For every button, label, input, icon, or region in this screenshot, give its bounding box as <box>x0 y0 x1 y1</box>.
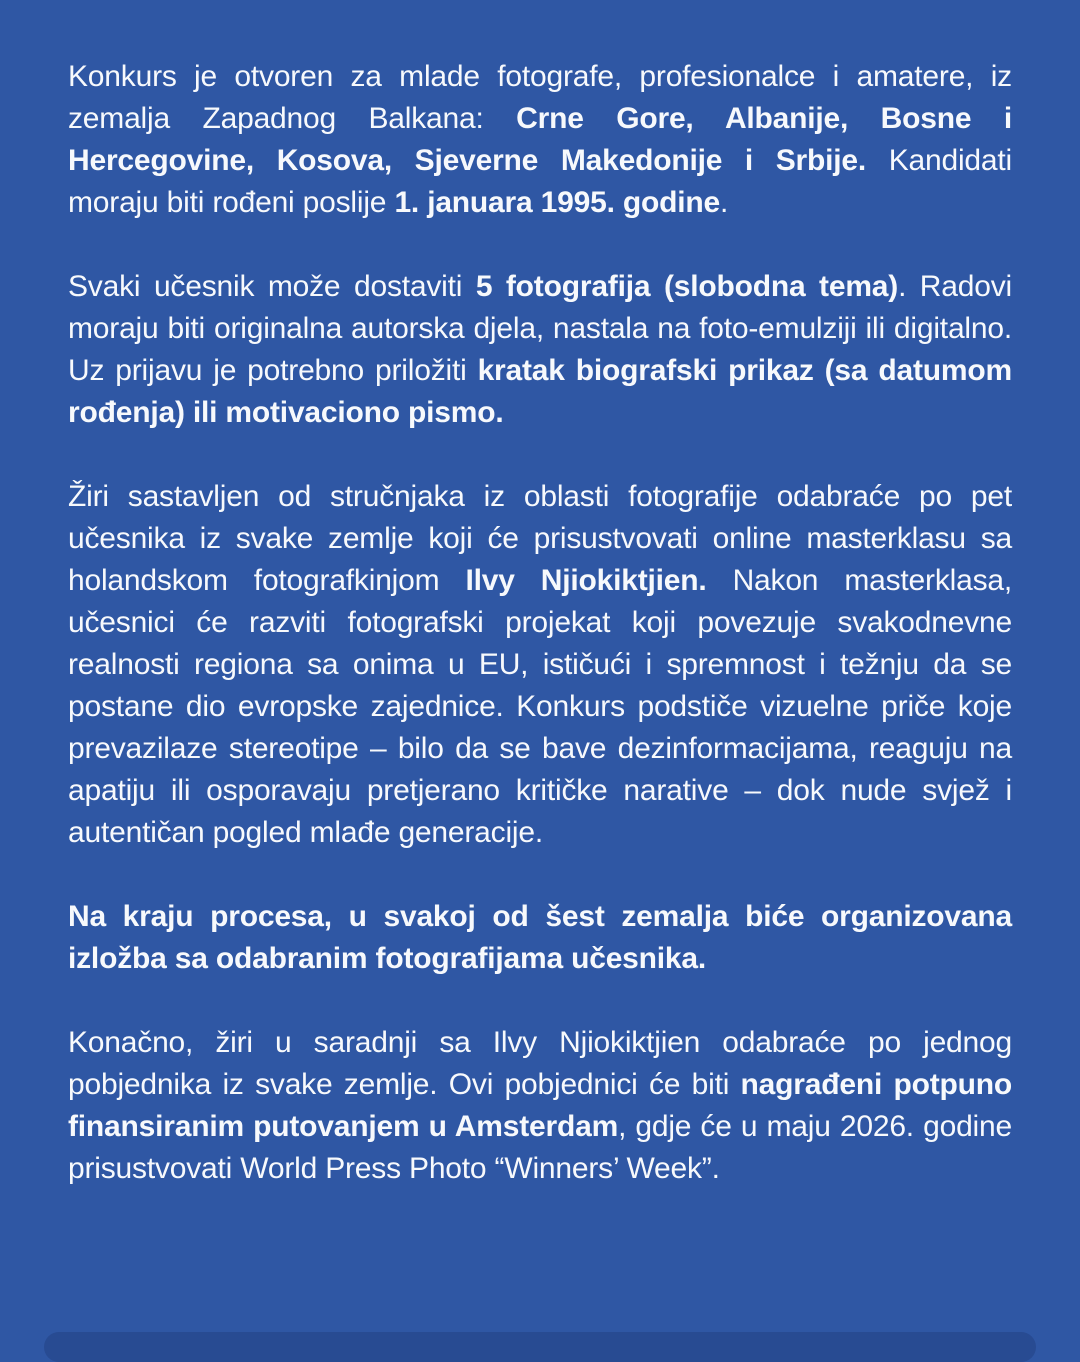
text-run: Konačno, žiri u saradnji sa Ilvy Njiokiktjien odabraće po jednog pobjednika iz svake zemlje. Ovi pobjednici će biti <box>68 1026 1012 1101</box>
text-run: . Radovi moraju biti originalna autorska djela, nastala na foto-emulziji ili digitalno. Uz prijavu je potrebno priložiti <box>68 270 1012 387</box>
bold-text-run: kratak biografski prikaz (sa datumom rođenja) ili motivaciono pismo. <box>68 354 1012 429</box>
body-text <box>68 56 1012 1190</box>
bottom-accent-bar <box>44 1332 1036 1362</box>
text-run: Svaki učesnik može dostaviti <box>68 270 476 303</box>
paragraph <box>68 266 1012 434</box>
text-run: Kandidati moraju biti rođeni poslije <box>68 144 1012 219</box>
bold-text-run: Ilvy Njiokiktjien. <box>465 564 707 597</box>
text-run: Nakon masterklasa, učesnici će razviti fotografski projekat koji povezuje svakodnevne realnosti regiona sa onima u EU, ističući i spremnost i težnju da se postane dio evropske zajednice. Konkurs podstiče vizuelne priče koje prevazilaze stereotipe – bilo da se bave dezinformacijama, reaguju na apatiju ili osporavaju pretjerano kritičke narative – dok nude svjež i autentičan pogled mlađe generacije. <box>68 564 1012 849</box>
bold-text-run: 1. januara 1995. godine <box>394 186 720 219</box>
bold-text-run: Na kraju procesa, u svakoj od šest zemalja biće organizovana izložba sa odabranim fotografijama učesnika. <box>68 900 1012 975</box>
paragraph <box>68 1022 1012 1190</box>
bold-text-run: Crne Gore, Albanije, Bosne i Hercegovine, Kosova, Sjeverne Makedonije i Srbije. <box>68 102 1013 177</box>
text-run: , gdje će u maju 2026. godine prisustvovati World Press Photo “Winners’ Week”. <box>68 1110 1012 1185</box>
bold-text-run: 5 fotografija (slobodna tema) <box>475 270 899 303</box>
bold-text-run: nagrađeni potpuno finansiranim putovanjem u Amsterdam <box>68 1068 1012 1143</box>
text-run: Žiri sastavljen od stručnjaka iz oblasti fotografije odabraće po pet učesnika iz svake zemlje koji će prisustvovati online masterklasu sa holandskom fotografkinjom <box>68 480 1012 597</box>
paragraph <box>68 896 1012 980</box>
text-run: . <box>719 186 729 219</box>
paragraph <box>68 476 1012 854</box>
text-run: Konkurs je otvoren za mlade fotografe, profesionalce i amatere, iz zemalja Zapadnog Balkana: <box>68 60 1012 135</box>
paragraph <box>68 56 1012 224</box>
